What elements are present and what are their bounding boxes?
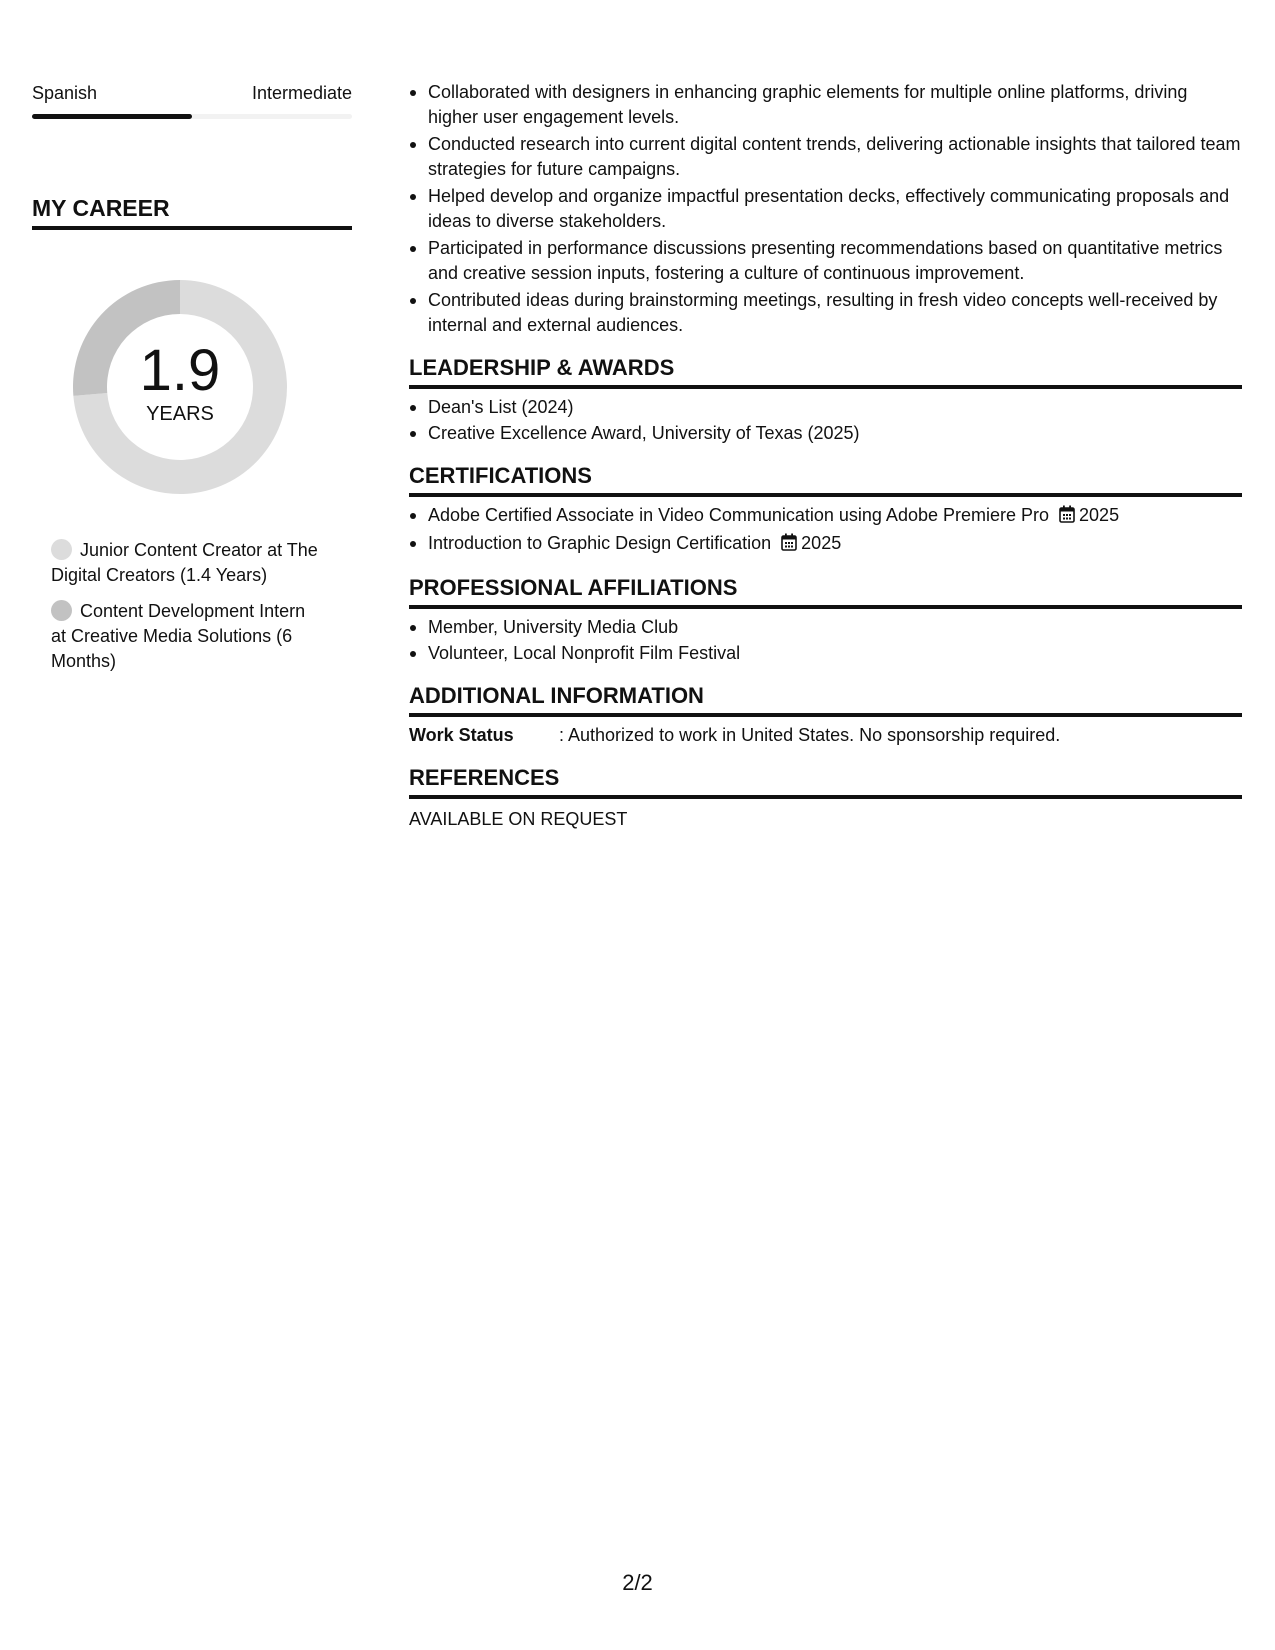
- experience-bullet-list: [409, 80, 1242, 338]
- calendar-icon: [781, 533, 797, 558]
- career-heading: MY CAREER: [32, 193, 352, 230]
- language-proficiency-bar: [32, 114, 352, 119]
- work-status-value: : Authorized to work in United States. No sponsorship required.: [559, 725, 1061, 745]
- legend-dot: [51, 600, 72, 621]
- affiliation-item: Member, University Media Club: [428, 615, 1242, 640]
- certifications-heading: CERTIFICATIONS: [409, 462, 1242, 497]
- work-status-row: [409, 723, 1242, 748]
- career-total-unit: YEARS: [146, 403, 214, 425]
- certification-name: Adobe Certified Associate in Video Communication using Adobe Premiere Pro: [428, 505, 1050, 525]
- leadership-heading: LEADERSHIP & AWARDS: [409, 354, 1242, 389]
- experience-bullet: Participated in performance discussions presenting recommendations based on quantitative metrics and creative session inputs, fostering a culture of continuous improvement.: [428, 236, 1242, 286]
- certifications-list: [409, 503, 1242, 558]
- additional-info-heading: ADDITIONAL INFORMATION: [409, 682, 1242, 717]
- leadership-item: Creative Excellence Award, University of Texas (2025): [428, 421, 1242, 446]
- right-column: [409, 80, 1242, 832]
- leadership-list: [409, 395, 1242, 446]
- language-row: [32, 82, 352, 104]
- legend-item: [51, 599, 323, 674]
- language-name: Spanish: [32, 83, 98, 103]
- references-text: AVAILABLE ON REQUEST: [409, 809, 628, 829]
- career-legend: [32, 538, 323, 674]
- legend-item: [51, 538, 323, 588]
- language-level: Intermediate: [251, 83, 352, 103]
- experience-bullet: Helped develop and organize impactful presentation decks, effectively communicating proposals and ideas to diverse stakeholders.: [428, 184, 1242, 234]
- references-heading: REFERENCES: [409, 764, 1242, 799]
- leadership-item: Dean's List (2024): [428, 395, 1242, 420]
- certification-item: [428, 531, 1242, 558]
- legend-label: Junior Content Creator at The Digital Creators (1.4 Years): [51, 540, 318, 585]
- work-status-label: Work Status: [409, 725, 514, 745]
- experience-bullet: Conducted research into current digital content trends, delivering actionable insights that tailored team strategies for future campaigns.: [428, 132, 1242, 182]
- affiliations-heading: PROFESSIONAL AFFILIATIONS: [409, 574, 1242, 609]
- left-column: [32, 82, 352, 685]
- legend-label: Content Development Intern at Creative Media Solutions (6 Months): [51, 601, 306, 671]
- legend-dot: [51, 539, 72, 560]
- certification-item: [428, 503, 1242, 530]
- language-skill: [32, 82, 352, 119]
- experience-bullet: Contributed ideas during brainstorming meetings, resulting in fresh video concepts well-received by internal and external audiences.: [428, 288, 1242, 338]
- certification-year: 2025: [801, 533, 842, 553]
- language-proficiency-fill: [32, 114, 192, 119]
- page-number: 2/2: [622, 1570, 653, 1595]
- certification-name: Introduction to Graphic Design Certification: [428, 533, 772, 553]
- career-donut-chart: [65, 272, 295, 502]
- certification-year: 2025: [1079, 505, 1120, 525]
- affiliations-list: [409, 615, 1242, 666]
- experience-bullet: Collaborated with designers in enhancing graphic elements for multiple online platforms, driving higher user engagement levels.: [428, 80, 1242, 130]
- calendar-icon: [1059, 505, 1075, 530]
- affiliation-item: Volunteer, Local Nonprofit Film Festival: [428, 641, 1242, 666]
- career-total-years: 1.9: [139, 338, 221, 403]
- donut-center: [65, 338, 295, 426]
